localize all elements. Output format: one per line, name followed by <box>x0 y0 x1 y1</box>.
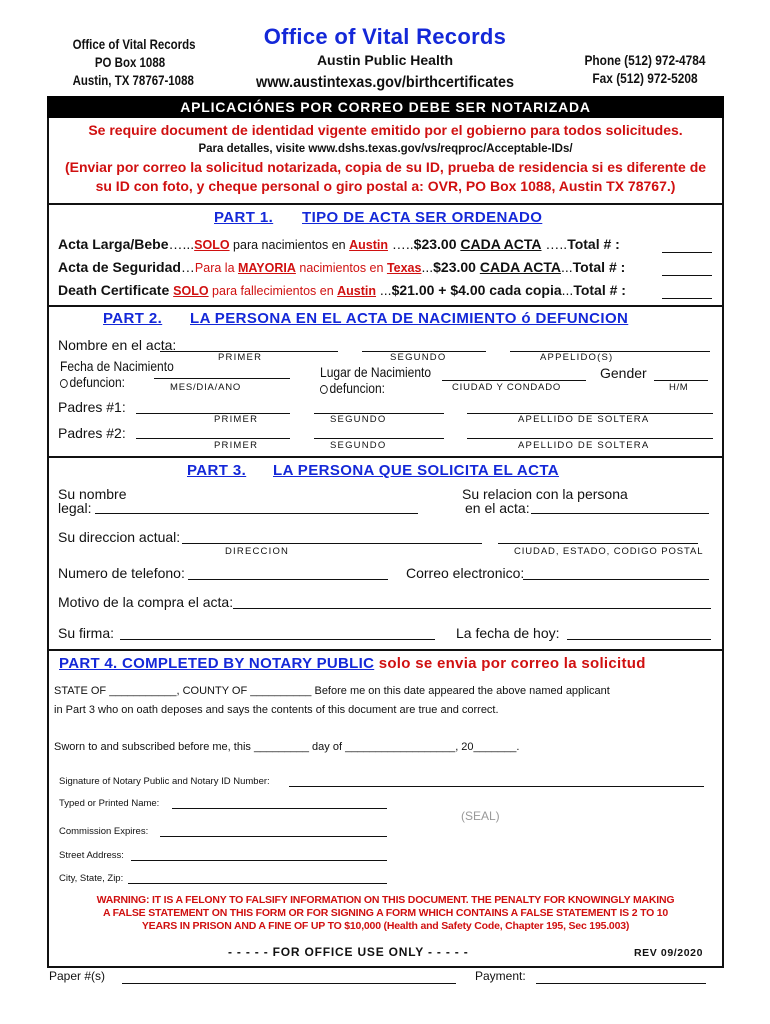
gender-caption: H/M <box>669 382 689 393</box>
legal-name-label: Su nombre legal: <box>58 486 127 516</box>
parent2-first-caption: PRIMER <box>214 440 259 451</box>
birth-place-label: Lugar de Nacimiento defuncion: <box>320 364 432 396</box>
part1-row3-total-field[interactable] <box>662 298 712 299</box>
paper-field[interactable] <box>122 983 456 984</box>
radio-icon[interactable] <box>320 385 328 394</box>
parent1-label: Padres #1: <box>58 399 126 415</box>
divider <box>47 456 724 458</box>
phone-label: Numero de telefono: <box>58 565 185 581</box>
page-subtitle: Austin Public Health <box>316 52 454 68</box>
part1-title: TIPO DE ACTA SER ORDENADO <box>302 209 543 226</box>
notice-line2: Para detalles, visite www.dshs.texas.gov/vs/reqproc/Acceptable-IDs/ <box>198 143 573 155</box>
payment-label: Payment: <box>475 969 526 983</box>
part1-row1: Acta Larga/Bebe…...SOLO para nacimientos en Austin …..$23.00 CADA ACTA …..Total # : <box>58 236 620 252</box>
first-name-caption: PRIMER <box>218 352 263 363</box>
part1-row1-total-field[interactable] <box>662 252 712 253</box>
commission-label: Commission Expires: <box>59 826 149 837</box>
office-use-label: - - - - - FOR OFFICE USE ONLY - - - - - <box>228 945 469 959</box>
payment-field[interactable] <box>536 983 706 984</box>
email-label: Correo electronico: <box>406 565 525 581</box>
city-state-zip-caption: CIUDAD, ESTADO, CODIGO POSTAL <box>514 546 704 557</box>
divider <box>47 203 724 205</box>
commission-field[interactable] <box>160 836 387 837</box>
part2-title: LA PERSONA EN EL ACTA DE NACIMIENTO ó DEFUNCION <box>190 310 629 327</box>
relation-field[interactable] <box>531 513 709 514</box>
middle-name-caption: SEGUNDO <box>390 352 447 363</box>
header-address-line2: PO Box 1088 <box>94 54 166 70</box>
part3-title: LA PERSONA QUE SOLICITA EL ACTA <box>273 462 560 479</box>
page-title: Office of Vital Records <box>263 24 507 49</box>
header-phone: Phone (512) 972-4784 <box>584 52 706 68</box>
notice-block <box>49 120 722 194</box>
reason-field[interactable] <box>233 608 711 609</box>
parent1-middle-caption: SEGUNDO <box>330 414 387 425</box>
today-date-label: La fecha de hoy: <box>456 625 560 641</box>
part4-heading: PART 4. COMPLETED BY NOTARY PUBLIC solo se envia por correo la solicitud <box>59 655 646 672</box>
city-state-zip-field[interactable] <box>498 543 698 544</box>
notice-line1: Se require document de identidad vigente emitido por el gobierno para todos solicitudes. <box>88 122 683 138</box>
parent2-middle-caption: SEGUNDO <box>330 440 387 451</box>
part1-label: PART 1. <box>214 209 274 226</box>
signature-field[interactable] <box>120 639 435 640</box>
address-field[interactable] <box>182 543 482 544</box>
birth-place-caption: CIUDAD Y CONDADO <box>452 382 562 393</box>
street-label: Street Address: <box>59 850 124 861</box>
address-caption: DIRECCION <box>225 546 290 557</box>
notary-signature-label: Signature of Notary Public and Notary ID Number: <box>59 776 270 787</box>
header-fax: Fax (512) 972-5208 <box>592 70 698 86</box>
radio-icon[interactable] <box>60 379 68 388</box>
relation-label: Su relacion con la persona en el acta: <box>462 486 628 516</box>
legal-name-field[interactable] <box>95 513 418 514</box>
part1-row2: Acta de Seguridad…Para la MAYORIA nacimientos en Texas...$23.00 CADA ACTA...Total # : <box>58 259 626 275</box>
notary-sworn-line: Sworn to and subscribed before me, this _________ day of __________________, 20_______. <box>54 741 520 753</box>
parent1-first-field[interactable] <box>136 413 290 414</box>
reason-label: Motivo de la compra el acta: <box>58 594 234 610</box>
name-label: Nombre en el acta: <box>58 337 177 353</box>
parent2-label: Padres #2: <box>58 425 126 441</box>
birth-place-field[interactable] <box>442 380 586 381</box>
divider <box>47 305 724 307</box>
parent1-maiden-caption: APELLIDO DE SOLTERA <box>518 414 650 425</box>
address-label: Su direccion actual: <box>58 529 181 545</box>
divider <box>47 649 724 651</box>
part2-label: PART 2. <box>103 310 163 327</box>
notice-line3: (Enviar por correo la solicitud notarizada, copia de su ID, prueba de residencia si es diferente de <box>64 159 707 175</box>
birth-date-label: Fecha de Nacimiento defuncion: <box>60 358 174 390</box>
phone-field[interactable] <box>188 579 388 580</box>
header-address-line3: Austin, TX 78767-1088 <box>72 72 194 88</box>
parent2-first-field[interactable] <box>136 438 290 439</box>
part3-label: PART 3. <box>187 462 247 479</box>
header-contact <box>570 52 720 86</box>
parent2-maiden-field[interactable] <box>467 438 713 439</box>
street-field[interactable] <box>131 860 387 861</box>
parent2-middle-field[interactable] <box>314 438 444 439</box>
gender-label: Gender <box>600 365 647 381</box>
city-label: City, State, Zip: <box>59 873 124 884</box>
notarize-banner: APLICACIÓNES POR CORREO DEBE SER NOTARIZADA <box>47 96 724 118</box>
notary-state-line: STATE OF ___________, COUNTY OF __________ Before me on this date appeared the above named applicant <box>54 685 610 697</box>
revision-label: REV 09/2020 <box>634 947 704 959</box>
today-date-field[interactable] <box>567 639 711 640</box>
parent1-first-caption: PRIMER <box>214 414 259 425</box>
birth-date-field[interactable] <box>154 378 290 379</box>
header-address-line1: Office of Vital Records <box>72 36 196 52</box>
parent2-maiden-caption: APELLIDO DE SOLTERA <box>518 440 650 451</box>
email-field[interactable] <box>523 579 709 580</box>
last-name-caption: APPELIDO(S) <box>540 352 614 363</box>
part1-row2-total-field[interactable] <box>662 275 712 276</box>
header-address <box>60 36 200 88</box>
gender-field[interactable] <box>654 380 708 381</box>
felony-warning: WARNING: IT IS A FELONY TO FALSIFY INFORMATION ON THIS DOCUMENT. THE PENALTY FOR KNOWINGLY MAKING A FALSE STATEMENT ON THIS FORM OR FOR SIGNING A FORM WHICH CONTAINS A FALSE STATEMENT IS 2 TO 10 YEARS IN PRISON AND A FINE OF UP TO $10,000 (Health and Safety Code, Chapter 195, Sec 195.003) <box>96 894 675 932</box>
part1-row3: Death Certificate SOLO para fallecimientos en Austin ...$21.00 + $4.00 cada copia...Total # : <box>58 282 626 298</box>
notice-line4: su ID con foto, y cheque personal o giro postal a: OVR, PO Box 1088, Austin TX 78767.) <box>95 178 676 194</box>
signature-label: Su firma: <box>58 625 115 641</box>
seal-placeholder: (SEAL) <box>461 809 500 823</box>
website-link[interactable]: www.austintexas.gov/birthcertificates <box>256 74 514 91</box>
paper-label: Paper #(s) <box>49 969 106 983</box>
notary-name-field[interactable] <box>172 808 387 809</box>
header-center <box>230 24 540 92</box>
notary-oath-line: in Part 3 who on oath deposes and says the contents of this document are true and correct. <box>54 704 499 716</box>
notary-name-label: Typed or Printed Name: <box>59 798 160 809</box>
birth-date-caption: MES/DIA/ANO <box>170 382 242 393</box>
notary-signature-field[interactable] <box>289 786 704 787</box>
city-field[interactable] <box>128 883 387 884</box>
